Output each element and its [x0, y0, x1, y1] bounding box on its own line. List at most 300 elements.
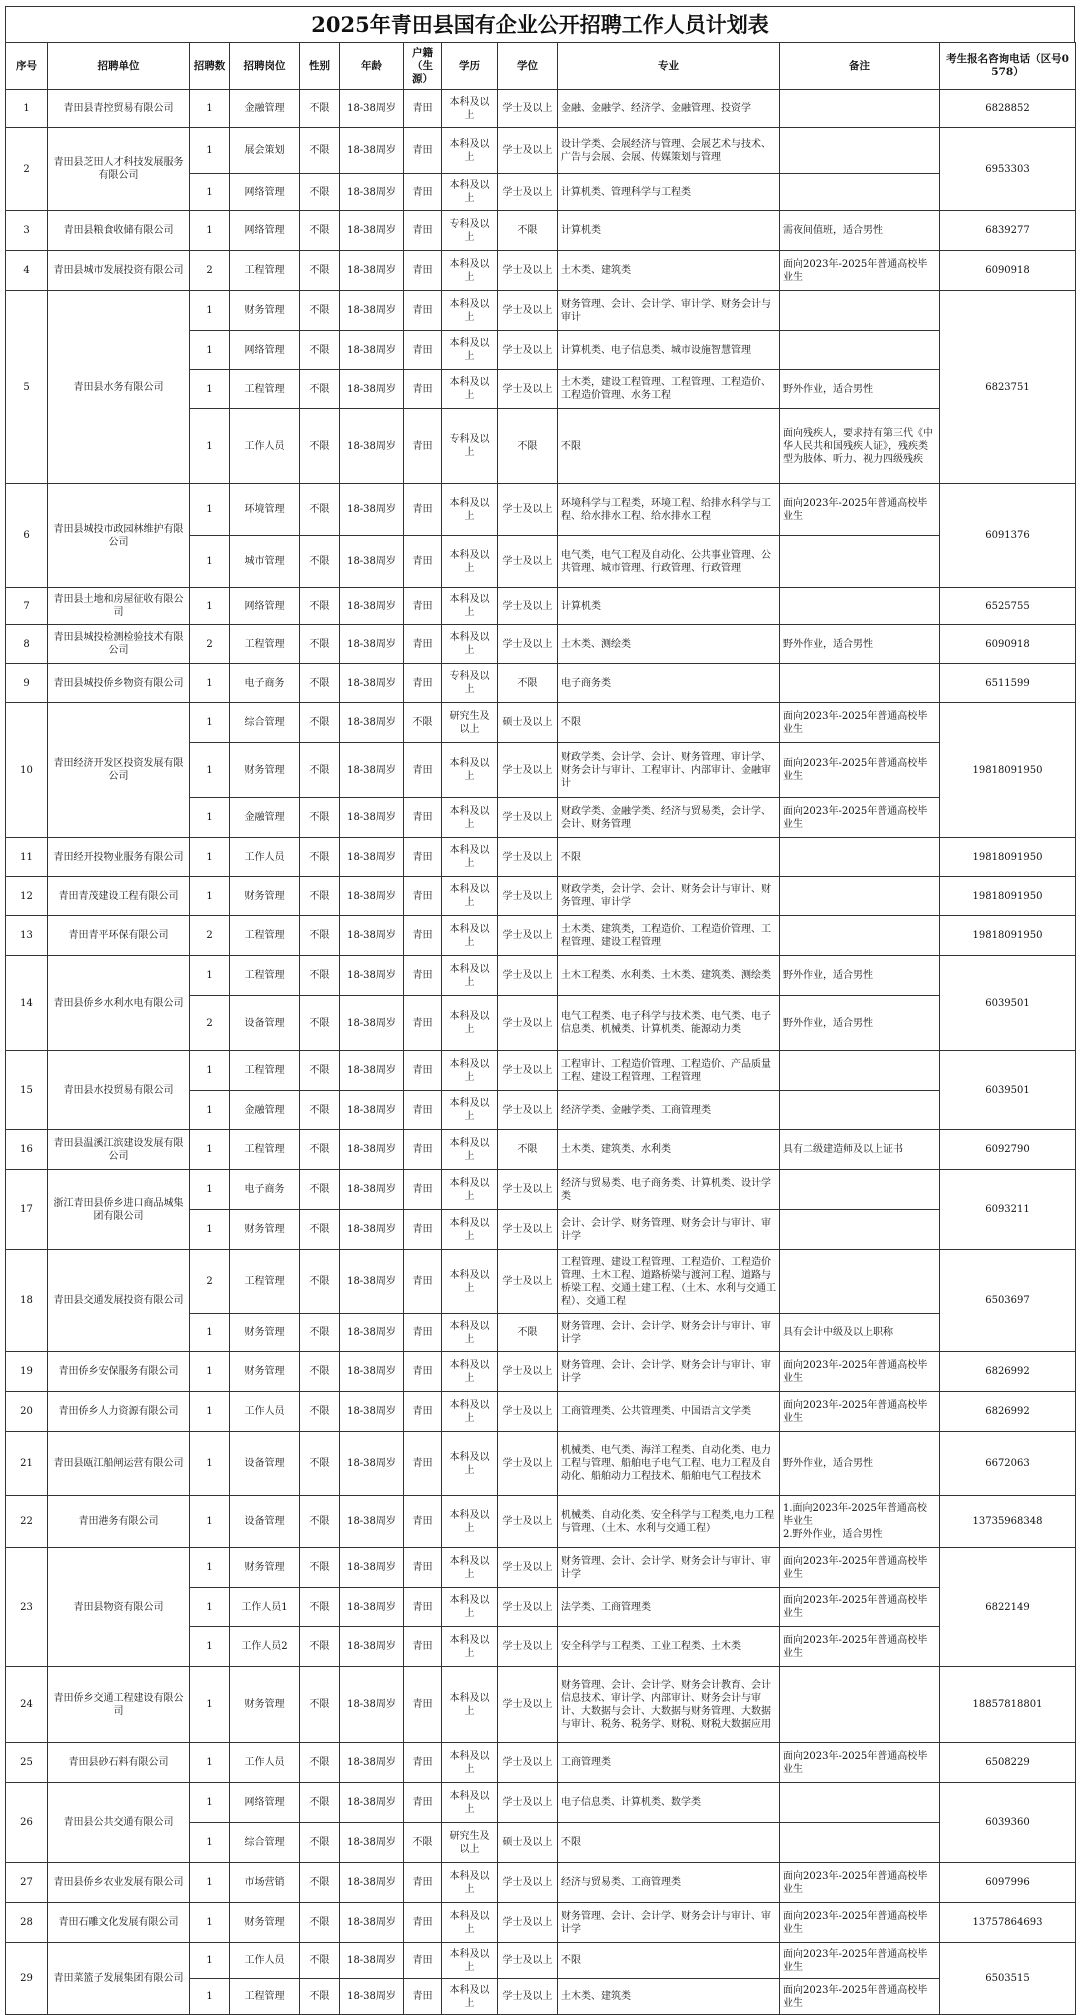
- cell-degree: 不限: [498, 1314, 558, 1352]
- cell-post: 工程管理: [230, 251, 300, 291]
- cell-phone: 6508229: [940, 1743, 1076, 1783]
- cell-gender: 不限: [300, 1432, 340, 1496]
- cell-huji: 青田: [404, 664, 442, 703]
- cell-no: 2: [6, 128, 48, 211]
- cell-gender: 不限: [300, 1051, 340, 1091]
- cell-unit: 青田石雕文化发展有限公司: [48, 1903, 190, 1943]
- cell-huji: 青田: [404, 625, 442, 664]
- cell-phone: 6093211: [940, 1170, 1076, 1250]
- cell-count: 2: [190, 1250, 230, 1314]
- table-row: [6, 1392, 1076, 1432]
- cell-degree: 学士及以上: [498, 331, 558, 370]
- cell-phone: 6039501: [940, 956, 1076, 1051]
- cell-degree: 学士及以上: [498, 536, 558, 588]
- cell-education: 本科及以上: [442, 128, 498, 174]
- cell-count: 1: [190, 1314, 230, 1352]
- cell-huji: 青田: [404, 484, 442, 536]
- cell-huji: 青田: [404, 1496, 442, 1548]
- cell-major: 工商管理类、公共管理类、中国语言文学类: [558, 1392, 780, 1432]
- cell-phone: 6039360: [940, 1783, 1076, 1863]
- cell-remark: 野外作业，适合男性: [780, 625, 940, 664]
- cell-remark: 面向2023年-2025年普通高校毕业生: [780, 1903, 940, 1943]
- cell-age: 18-38周岁: [340, 536, 404, 588]
- cell-education: 本科及以上: [442, 1548, 498, 1588]
- cell-post: 金融管理: [230, 90, 300, 128]
- cell-unit: 青田侨乡安保服务有限公司: [48, 1352, 190, 1392]
- cell-remark: 面向2023年-2025年普通高校毕业生: [780, 1548, 940, 1588]
- cell-gender: 不限: [300, 1903, 340, 1943]
- cell-gender: 不限: [300, 1943, 340, 1979]
- table-row: [6, 1496, 1076, 1548]
- cell-age: 18-38周岁: [340, 211, 404, 251]
- cell-remark: [780, 877, 940, 916]
- cell-count: 1: [190, 703, 230, 743]
- table-row: [6, 956, 1076, 996]
- cell-education: 专科及以上: [442, 664, 498, 703]
- cell-remark: 具有会计中级及以上职称: [780, 1314, 940, 1352]
- cell-education: 研究生及以上: [442, 703, 498, 743]
- cell-degree: 学士及以上: [498, 1783, 558, 1823]
- cell-huji: 青田: [404, 1667, 442, 1743]
- table-row: [6, 484, 1076, 536]
- recruitment-plan-table: [5, 42, 1076, 2015]
- cell-post: 网络管理: [230, 211, 300, 251]
- cell-major: 土木类、建筑类，工程造价、工程造价管理、工程管理、建设工程管理: [558, 916, 780, 956]
- cell-no: 1: [6, 90, 48, 128]
- cell-major: 不限: [558, 838, 780, 877]
- cell-huji: 青田: [404, 251, 442, 291]
- cell-major: 财务管理、会计、会计学、财务会计教育、会计信息技术、审计学、内部审计、财务会计与审计、大数据与会计、大数据与财务管理、大数据与审计、税务、税务学、财税、财税大数据应用: [558, 1667, 780, 1743]
- cell-degree: 学士及以上: [498, 743, 558, 798]
- cell-count: 1: [190, 370, 230, 409]
- cell-phone: 6672063: [940, 1432, 1076, 1496]
- cell-post: 设备管理: [230, 996, 300, 1051]
- cell-count: 1: [190, 1352, 230, 1392]
- table-row: [6, 703, 1076, 743]
- cell-major: 土木类，建设工程管理、工程管理、工程造价、工程造价管理、水务工程: [558, 370, 780, 409]
- cell-huji: 青田: [404, 1130, 442, 1170]
- cell-huji: 青田: [404, 1392, 442, 1432]
- header-huji: 户籍（生源）: [404, 43, 442, 90]
- cell-huji: 青田: [404, 916, 442, 956]
- cell-degree: 学士及以上: [498, 1588, 558, 1627]
- cell-degree: 学士及以上: [498, 1548, 558, 1588]
- cell-phone: 6090918: [940, 625, 1076, 664]
- table-row: [6, 1352, 1076, 1392]
- cell-education: 本科及以上: [442, 1667, 498, 1743]
- cell-post: 综合管理: [230, 703, 300, 743]
- cell-post: 财务管理: [230, 291, 300, 331]
- cell-unit: 青田县粮食收储有限公司: [48, 211, 190, 251]
- cell-post: 工程管理: [230, 1979, 300, 2015]
- cell-no: 6: [6, 484, 48, 588]
- cell-age: 18-38周岁: [340, 798, 404, 838]
- cell-gender: 不限: [300, 838, 340, 877]
- cell-gender: 不限: [300, 1627, 340, 1667]
- cell-huji: 青田: [404, 743, 442, 798]
- cell-unit: 青田县侨乡农业发展有限公司: [48, 1863, 190, 1903]
- cell-count: 1: [190, 211, 230, 251]
- header-count: 招聘数: [190, 43, 230, 90]
- cell-major: 设计学类、会展经济与管理、会展艺术与技术、广告与会展、会展、传媒策划与管理: [558, 128, 780, 174]
- cell-remark: 1.面向2023年-2025年普通高校毕业生 2.野外作业，适合男性: [780, 1496, 940, 1548]
- cell-post: 网络管理: [230, 1783, 300, 1823]
- cell-major: 电气类，电气工程及自动化、公共事业管理、公共管理、城市管理、行政管理、行政管理: [558, 536, 780, 588]
- cell-count: 1: [190, 1392, 230, 1432]
- cell-degree: 学士及以上: [498, 1667, 558, 1743]
- cell-huji: 青田: [404, 588, 442, 625]
- cell-major: 电子商务类: [558, 664, 780, 703]
- cell-no: 14: [6, 956, 48, 1051]
- cell-degree: 不限: [498, 211, 558, 251]
- cell-phone: 6503515: [940, 1943, 1076, 2015]
- cell-remark: 面向2023年-2025年普通高校毕业生: [780, 798, 940, 838]
- cell-count: 1: [190, 1823, 230, 1863]
- page-title: 2025年青田县国有企业公开招聘工作人员计划表: [5, 6, 1075, 42]
- cell-phone: 6953303: [940, 128, 1076, 211]
- cell-degree: 学士及以上: [498, 916, 558, 956]
- cell-remark: [780, 291, 940, 331]
- cell-unit: 青田青平环保有限公司: [48, 916, 190, 956]
- cell-post: 网络管理: [230, 331, 300, 370]
- cell-no: 29: [6, 1943, 48, 2015]
- cell-count: 1: [190, 1130, 230, 1170]
- cell-age: 18-38周岁: [340, 251, 404, 291]
- cell-count: 1: [190, 1496, 230, 1548]
- cell-major: 计算机类、电子信息类、城市设施智慧管理: [558, 331, 780, 370]
- cell-post: 电子商务: [230, 1170, 300, 1210]
- cell-no: 18: [6, 1250, 48, 1352]
- cell-huji: 青田: [404, 1170, 442, 1210]
- cell-gender: 不限: [300, 877, 340, 916]
- cell-major: 财政学类、会计学、会计、财务管理、审计学、财务会计与审计、工程审计、内部审计、金融审计: [558, 743, 780, 798]
- cell-age: 18-38周岁: [340, 1392, 404, 1432]
- cell-phone: 6828852: [940, 90, 1076, 128]
- cell-post: 工作人员: [230, 1943, 300, 1979]
- cell-education: 本科及以上: [442, 798, 498, 838]
- cell-age: 18-38周岁: [340, 1979, 404, 2015]
- cell-education: 本科及以上: [442, 838, 498, 877]
- cell-count: 2: [190, 996, 230, 1051]
- cell-huji: 青田: [404, 1588, 442, 1627]
- cell-gender: 不限: [300, 1588, 340, 1627]
- table-row: [6, 291, 1076, 331]
- cell-unit: 青田县青控贸易有限公司: [48, 90, 190, 128]
- cell-unit: 青田县瓯江船闸运营有限公司: [48, 1432, 190, 1496]
- cell-education: 本科及以上: [442, 1743, 498, 1783]
- cell-remark: 面向2023年-2025年普通高校毕业生: [780, 251, 940, 291]
- cell-phone: 6090918: [940, 251, 1076, 291]
- cell-huji: 青田: [404, 798, 442, 838]
- cell-education: 本科及以上: [442, 1979, 498, 2015]
- cell-gender: 不限: [300, 1667, 340, 1743]
- cell-huji: 青田: [404, 1627, 442, 1667]
- cell-major: 计算机类: [558, 211, 780, 251]
- cell-remark: 野外作业，适合男性: [780, 956, 940, 996]
- cell-unit: 青田县土地和房屋征收有限公司: [48, 588, 190, 625]
- cell-remark: [780, 1783, 940, 1823]
- cell-gender: 不限: [300, 331, 340, 370]
- cell-gender: 不限: [300, 1823, 340, 1863]
- cell-count: 1: [190, 798, 230, 838]
- cell-age: 18-38周岁: [340, 1943, 404, 1979]
- cell-phone: 6511599: [940, 664, 1076, 703]
- cell-no: 16: [6, 1130, 48, 1170]
- cell-post: 工作人员2: [230, 1627, 300, 1667]
- cell-count: 1: [190, 1170, 230, 1210]
- cell-post: 财务管理: [230, 1210, 300, 1250]
- header-remark: 备注: [780, 43, 940, 90]
- cell-phone: 19818091950: [940, 916, 1076, 956]
- table-row: [6, 1943, 1076, 1979]
- header-gender: 性别: [300, 43, 340, 90]
- cell-no: 26: [6, 1783, 48, 1863]
- table-row: [6, 1743, 1076, 1783]
- cell-unit: 青田港务有限公司: [48, 1496, 190, 1548]
- header-unit: 招聘单位: [48, 43, 190, 90]
- cell-huji: 青田: [404, 1250, 442, 1314]
- cell-post: 电子商务: [230, 664, 300, 703]
- cell-count: 1: [190, 1548, 230, 1588]
- cell-age: 18-38周岁: [340, 1210, 404, 1250]
- cell-major: 法学类、工商管理类: [558, 1588, 780, 1627]
- cell-gender: 不限: [300, 90, 340, 128]
- cell-education: 本科及以上: [442, 1210, 498, 1250]
- cell-education: 本科及以上: [442, 1903, 498, 1943]
- cell-huji: 青田: [404, 370, 442, 409]
- cell-remark: 面向2023年-2025年普通高校毕业生: [780, 1863, 940, 1903]
- cell-unit: 青田县侨乡水利水电有限公司: [48, 956, 190, 1051]
- cell-count: 1: [190, 174, 230, 211]
- cell-post: 网络管理: [230, 588, 300, 625]
- cell-major: 土木类、建筑类: [558, 1979, 780, 2015]
- cell-major: 土木工程类、水利类、土木类、建筑类、测绘类: [558, 956, 780, 996]
- cell-gender: 不限: [300, 798, 340, 838]
- table-row: [6, 1863, 1076, 1903]
- table-row: [6, 251, 1076, 291]
- cell-education: 本科及以上: [442, 536, 498, 588]
- cell-no: 21: [6, 1432, 48, 1496]
- cell-post: 财务管理: [230, 1667, 300, 1743]
- cell-unit: 青田县公共交通有限公司: [48, 1783, 190, 1863]
- cell-age: 18-38周岁: [340, 956, 404, 996]
- cell-unit: 青田县城投检测检验技术有限公司: [48, 625, 190, 664]
- cell-degree: 不限: [498, 1130, 558, 1170]
- cell-gender: 不限: [300, 409, 340, 484]
- cell-post: 设备管理: [230, 1432, 300, 1496]
- cell-degree: 学士及以上: [498, 1627, 558, 1667]
- cell-age: 18-38周岁: [340, 1588, 404, 1627]
- cell-huji: 青田: [404, 536, 442, 588]
- cell-major: 财政学类、金融学类、经济与贸易类，会计学、会计、财务管理: [558, 798, 780, 838]
- cell-huji: 青田: [404, 174, 442, 211]
- cell-post: 工程管理: [230, 1051, 300, 1091]
- cell-remark: 具有二级建造师及以上证书: [780, 1130, 940, 1170]
- cell-gender: 不限: [300, 956, 340, 996]
- cell-unit: 青田县水务有限公司: [48, 291, 190, 484]
- cell-degree: 学士及以上: [498, 370, 558, 409]
- cell-age: 18-38周岁: [340, 1091, 404, 1130]
- table-row: [6, 1548, 1076, 1588]
- cell-education: 本科及以上: [442, 1588, 498, 1627]
- cell-post: 工作人员: [230, 838, 300, 877]
- cell-huji: 青田: [404, 211, 442, 251]
- cell-huji: 不限: [404, 703, 442, 743]
- cell-remark: [780, 1250, 940, 1314]
- cell-remark: [780, 128, 940, 174]
- table-row: [6, 625, 1076, 664]
- cell-degree: 学士及以上: [498, 1051, 558, 1091]
- cell-huji: 青田: [404, 90, 442, 128]
- cell-unit: 青田县温溪江滨建设发展有限公司: [48, 1130, 190, 1170]
- cell-major: 不限: [558, 1823, 780, 1863]
- cell-post: 设备管理: [230, 1496, 300, 1548]
- cell-remark: [780, 536, 940, 588]
- cell-post: 工程管理: [230, 1250, 300, 1314]
- cell-no: 20: [6, 1392, 48, 1432]
- cell-degree: 不限: [498, 409, 558, 484]
- cell-education: 本科及以上: [442, 90, 498, 128]
- cell-count: 1: [190, 1051, 230, 1091]
- header-phone: 考生报名咨询电话（区号0578）: [940, 43, 1076, 90]
- cell-age: 18-38周岁: [340, 1051, 404, 1091]
- cell-gender: 不限: [300, 1863, 340, 1903]
- header-major: 专业: [558, 43, 780, 90]
- cell-count: 1: [190, 484, 230, 536]
- cell-gender: 不限: [300, 916, 340, 956]
- cell-education: 本科及以上: [442, 291, 498, 331]
- cell-degree: 学士及以上: [498, 877, 558, 916]
- cell-education: 本科及以上: [442, 251, 498, 291]
- cell-education: 本科及以上: [442, 1170, 498, 1210]
- cell-remark: 需夜间值班，适合男性: [780, 211, 940, 251]
- cell-no: 11: [6, 838, 48, 877]
- cell-unit: 青田县砂石料有限公司: [48, 1743, 190, 1783]
- cell-age: 18-38周岁: [340, 128, 404, 174]
- cell-count: 1: [190, 409, 230, 484]
- cell-gender: 不限: [300, 370, 340, 409]
- cell-degree: 学士及以上: [498, 798, 558, 838]
- cell-major: 土木类、建筑类: [558, 251, 780, 291]
- header-post: 招聘岗位: [230, 43, 300, 90]
- cell-gender: 不限: [300, 291, 340, 331]
- cell-degree: 学士及以上: [498, 1432, 558, 1496]
- cell-count: 1: [190, 536, 230, 588]
- header-no: 序号: [6, 43, 48, 90]
- cell-count: 1: [190, 1743, 230, 1783]
- cell-degree: 学士及以上: [498, 838, 558, 877]
- cell-remark: 野外作业，适合男性: [780, 1432, 940, 1496]
- cell-education: 本科及以上: [442, 484, 498, 536]
- cell-education: 本科及以上: [442, 996, 498, 1051]
- cell-degree: 学士及以上: [498, 1943, 558, 1979]
- cell-no: 9: [6, 664, 48, 703]
- cell-gender: 不限: [300, 1091, 340, 1130]
- cell-education: 本科及以上: [442, 1130, 498, 1170]
- cell-count: 1: [190, 1627, 230, 1667]
- header-row: [6, 43, 1076, 90]
- cell-major: 财务管理、会计、会计学、财务会计与审计、审计学: [558, 1314, 780, 1352]
- cell-huji: 青田: [404, 1863, 442, 1903]
- cell-gender: 不限: [300, 996, 340, 1051]
- cell-remark: 面向2023年-2025年普通高校毕业生: [780, 1627, 940, 1667]
- cell-age: 18-38周岁: [340, 331, 404, 370]
- cell-remark: [780, 916, 940, 956]
- cell-phone: 6039501: [940, 1051, 1076, 1130]
- cell-age: 18-38周岁: [340, 1170, 404, 1210]
- cell-huji: 不限: [404, 1823, 442, 1863]
- cell-count: 1: [190, 1783, 230, 1823]
- table-row: [6, 1667, 1076, 1743]
- cell-degree: 学士及以上: [498, 1903, 558, 1943]
- cell-huji: 青田: [404, 1314, 442, 1352]
- table-row: [6, 1432, 1076, 1496]
- cell-remark: [780, 331, 940, 370]
- cell-degree: 学士及以上: [498, 1210, 558, 1250]
- cell-major: 机械类、电气类、海洋工程类、自动化类、电力工程与管理、船舶电子电气工程、电力工程及自动化、船舶动力工程技术、船舶电气工程技术: [558, 1432, 780, 1496]
- cell-post: 工程管理: [230, 1130, 300, 1170]
- cell-gender: 不限: [300, 1783, 340, 1823]
- cell-post: 工程管理: [230, 956, 300, 996]
- cell-degree: 学士及以上: [498, 996, 558, 1051]
- cell-count: 2: [190, 625, 230, 664]
- cell-remark: [780, 1170, 940, 1210]
- cell-phone: 13757864693: [940, 1903, 1076, 1943]
- cell-degree: 学士及以上: [498, 588, 558, 625]
- cell-major: 环境科学与工程类，环境工程、给排水科学与工程、给水排水工程、给水排水工程: [558, 484, 780, 536]
- table-row: [6, 90, 1076, 128]
- cell-major: 金融、金融学、经济学、金融管理、投资学: [558, 90, 780, 128]
- cell-degree: 学士及以上: [498, 1170, 558, 1210]
- cell-count: 1: [190, 1943, 230, 1979]
- cell-huji: 青田: [404, 1903, 442, 1943]
- cell-age: 18-38周岁: [340, 409, 404, 484]
- cell-post: 财务管理: [230, 743, 300, 798]
- cell-remark: 面向2023年-2025年普通高校毕业生: [780, 1392, 940, 1432]
- cell-remark: 面向2023年-2025年普通高校毕业生: [780, 743, 940, 798]
- cell-post: 工作人员: [230, 1743, 300, 1783]
- cell-age: 18-38周岁: [340, 1667, 404, 1743]
- cell-unit: 浙江青田县侨乡进口商品城集团有限公司: [48, 1170, 190, 1250]
- cell-education: 本科及以上: [442, 877, 498, 916]
- cell-degree: 学士及以上: [498, 90, 558, 128]
- cell-gender: 不限: [300, 1392, 340, 1432]
- cell-age: 18-38周岁: [340, 1823, 404, 1863]
- cell-degree: 硕士及以上: [498, 703, 558, 743]
- table-row: [6, 128, 1076, 174]
- cell-degree: 学士及以上: [498, 1863, 558, 1903]
- cell-no: 5: [6, 291, 48, 484]
- cell-count: 2: [190, 916, 230, 956]
- cell-age: 18-38周岁: [340, 1314, 404, 1352]
- cell-major: 财政学类，会计学、会计、财务会计与审计、财务管理、审计学: [558, 877, 780, 916]
- cell-post: 市场营销: [230, 1863, 300, 1903]
- cell-unit: 青田经济开发区投资发展有限公司: [48, 703, 190, 838]
- cell-no: 17: [6, 1170, 48, 1250]
- cell-gender: 不限: [300, 1170, 340, 1210]
- cell-unit: 青田县水投贸易有限公司: [48, 1051, 190, 1130]
- cell-phone: 18857818801: [940, 1667, 1076, 1743]
- cell-major: 电气工程类、电子科学与技术类、电气类、电子信息类、机械类、计算机类、能源动力类: [558, 996, 780, 1051]
- cell-gender: 不限: [300, 1979, 340, 2015]
- cell-count: 1: [190, 1091, 230, 1130]
- cell-count: 1: [190, 1667, 230, 1743]
- cell-post: 金融管理: [230, 1091, 300, 1130]
- cell-education: 本科及以上: [442, 743, 498, 798]
- cell-gender: 不限: [300, 536, 340, 588]
- cell-huji: 青田: [404, 996, 442, 1051]
- cell-huji: 青田: [404, 1352, 442, 1392]
